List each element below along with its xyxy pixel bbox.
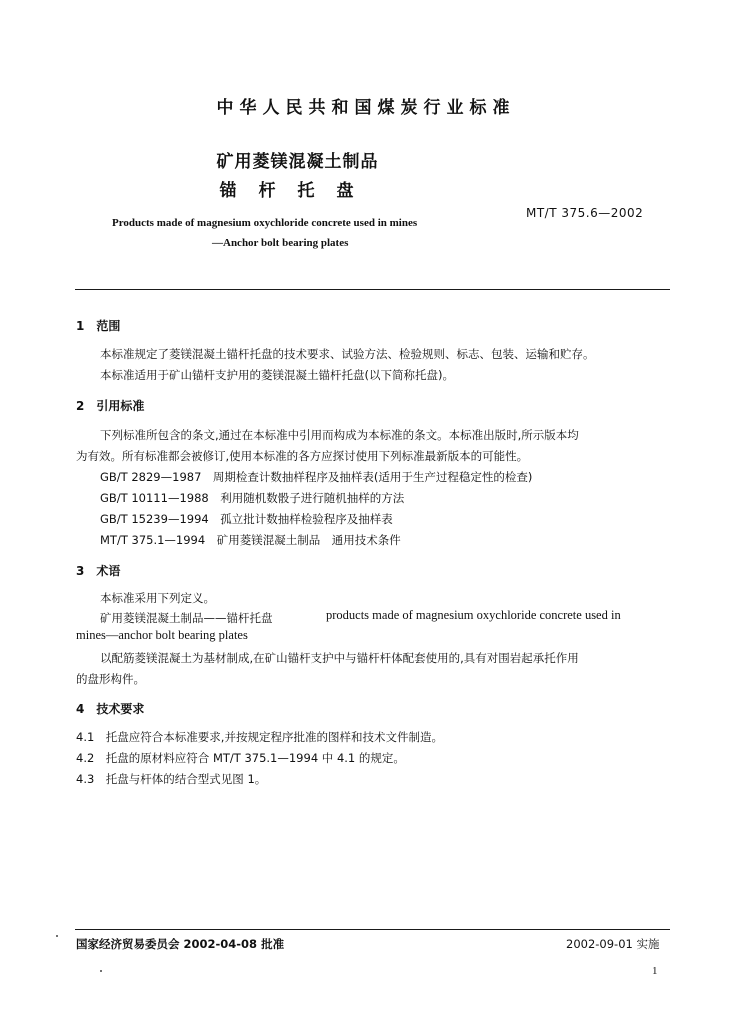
page-number: 1 <box>652 965 658 977</box>
title-cn-line1: 矿用菱镁混凝土制品 <box>216 152 379 172</box>
approval-date: 国家经济贸易委员会 2002-04-08 批准 <box>76 937 285 951</box>
section-2-heading: 2 引用标准 <box>76 399 145 413</box>
section-4-heading: 4 技术要求 <box>76 702 145 716</box>
term-cn: 矿用菱镁混凝土制品——锚杆托盘 <box>100 611 273 625</box>
term-en: products made of magnesium oxychloride concrete used in <box>326 608 621 622</box>
scan-speck <box>100 970 102 972</box>
title-en-line1: Products made of magnesium oxychloride concrete used in mines <box>112 217 418 229</box>
section-3-paragraph: 本标准采用下列定义。 <box>100 591 215 605</box>
reference-item: GB/T 2829—1987 周期检查计数抽样程序及抽样表(适用于生产过程稳定性的检查) <box>100 470 533 484</box>
standard-category: 中华人民共和国煤炭行业标准 <box>216 98 516 118</box>
requirement-item: 4.1 托盘应符合本标准要求,并按规定程序批准的图样和技术文件制造。 <box>76 730 443 744</box>
section-1-paragraph: 本标准适用于矿山锚杆支护用的菱镁混凝土锚杆托盘(以下简称托盘)。 <box>100 368 454 382</box>
header-rule <box>75 289 670 290</box>
footer-rule <box>75 929 670 930</box>
section-3-heading: 3 术语 <box>76 564 121 578</box>
requirement-item: 4.2 托盘的原材料应符合 MT/T 375.1—1994 中 4.1 的规定。 <box>76 751 405 765</box>
title-en-line2: —Anchor bolt bearing plates <box>212 237 349 249</box>
term-definition: 的盘形构件。 <box>76 672 145 686</box>
scan-speck <box>56 935 58 937</box>
requirement-item: 4.3 托盘与杆体的结合型式见图 1。 <box>76 772 267 786</box>
title-cn-line2: 锚杆托盘 <box>219 181 376 201</box>
reference-item: GB/T 15239—1994 孤立批计数抽样检验程序及抽样表 <box>100 512 393 526</box>
section-2-paragraph: 为有效。所有标准都会被修订,使用本标准的各方应探讨使用下列标准最新版本的可能性。 <box>76 449 529 463</box>
term-definition: 以配筋菱镁混凝土为基材制成,在矿山锚杆支护中与锚杆杆体配套使用的,具有对围岩起承托作用 <box>100 651 579 665</box>
section-1-paragraph: 本标准规定了菱镁混凝土锚杆托盘的技术要求、试验方法、检验规则、标志、包装、运输和贮存。 <box>100 347 595 361</box>
term-en: mines—anchor bolt bearing plates <box>76 628 248 642</box>
section-2-paragraph: 下列标准所包含的条文,通过在本标准中引用而构成为本标准的条文。本标准出版时,所示版本均 <box>100 428 579 442</box>
reference-item: GB/T 10111—1988 利用随机数骰子进行随机抽样的方法 <box>100 491 405 505</box>
reference-item: MT/T 375.1—1994 矿用菱镁混凝土制品 通用技术条件 <box>100 533 401 547</box>
standard-code: MT/T 375.6—2002 <box>526 206 644 220</box>
section-1-heading: 1 范围 <box>76 319 121 333</box>
implementation-date: 2002-09-01 实施 <box>566 937 660 951</box>
